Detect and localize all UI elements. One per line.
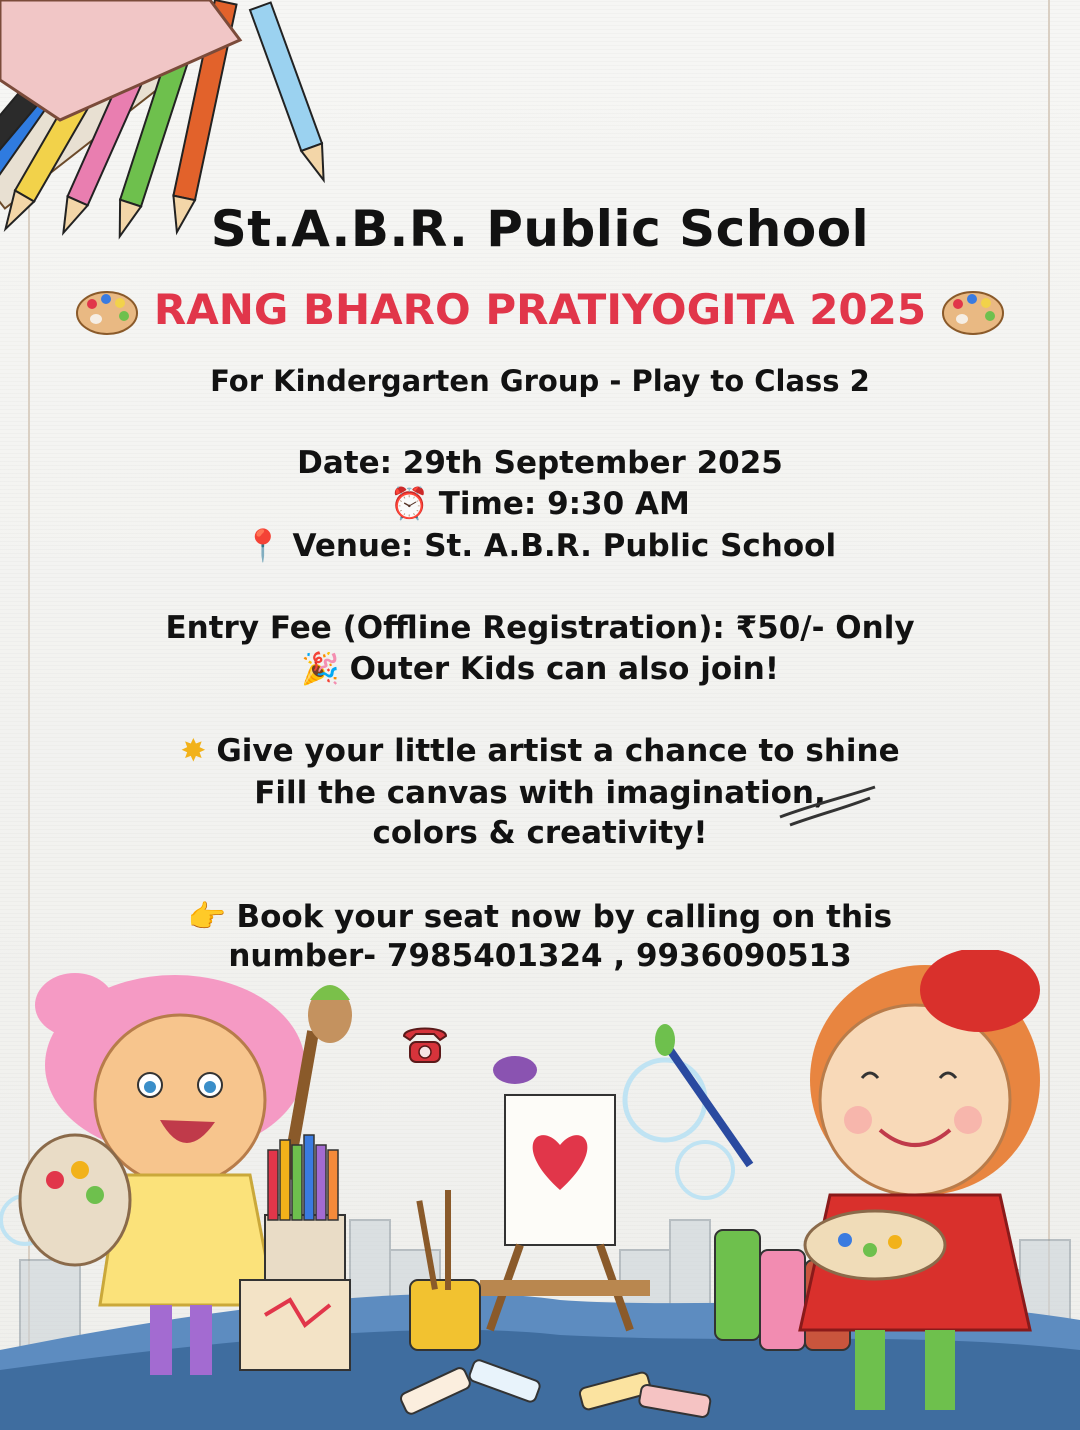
pointing-hand-icon: 👉 [187, 899, 227, 935]
venue-row [0, 527, 1080, 564]
palette-icon [940, 288, 1006, 338]
phone-line: number- 7985401324 , 9936090513 [228, 938, 852, 974]
alarm-clock-icon: ⏰ [390, 486, 429, 522]
school-name: St.A.B.R. Public School [210, 200, 870, 258]
book-row [0, 898, 1080, 935]
date-line: Date: 29th September 2025 [297, 445, 783, 481]
event-title: RANG BHARO PRATIYOGITA 2025 [153, 285, 927, 334]
sparkle-star-icon: ✸ [180, 733, 207, 769]
give-row [0, 733, 1080, 769]
venue-line: Venue: St. A.B.R. Public School [292, 528, 837, 564]
outer-row [0, 650, 1080, 687]
event-title-line [0, 285, 1080, 338]
party-popper-icon: 🎉 [300, 651, 340, 687]
group-line: For Kindergarten Group - Play to Class 2 [210, 364, 870, 398]
time-row [0, 485, 1080, 522]
fill-line: Fill the canvas with imagination, [254, 775, 826, 811]
book-line: Book your seat now by calling on this [236, 899, 893, 935]
give-line: Give your little artist a chance to shine [216, 733, 900, 769]
colors-line: colors & creativity! [372, 815, 708, 851]
fee-line: Entry Fee (Offline Registration): ₹50/- Only [165, 610, 915, 646]
outer-line: Outer Kids can also join! [349, 651, 780, 687]
palette-icon [74, 288, 140, 338]
location-pin-icon: 📍 [243, 528, 283, 564]
scribble-mark [775, 782, 885, 832]
kids-painting-illustration [0, 950, 1080, 1430]
time-line: Time: 9:30 AM [438, 486, 690, 522]
